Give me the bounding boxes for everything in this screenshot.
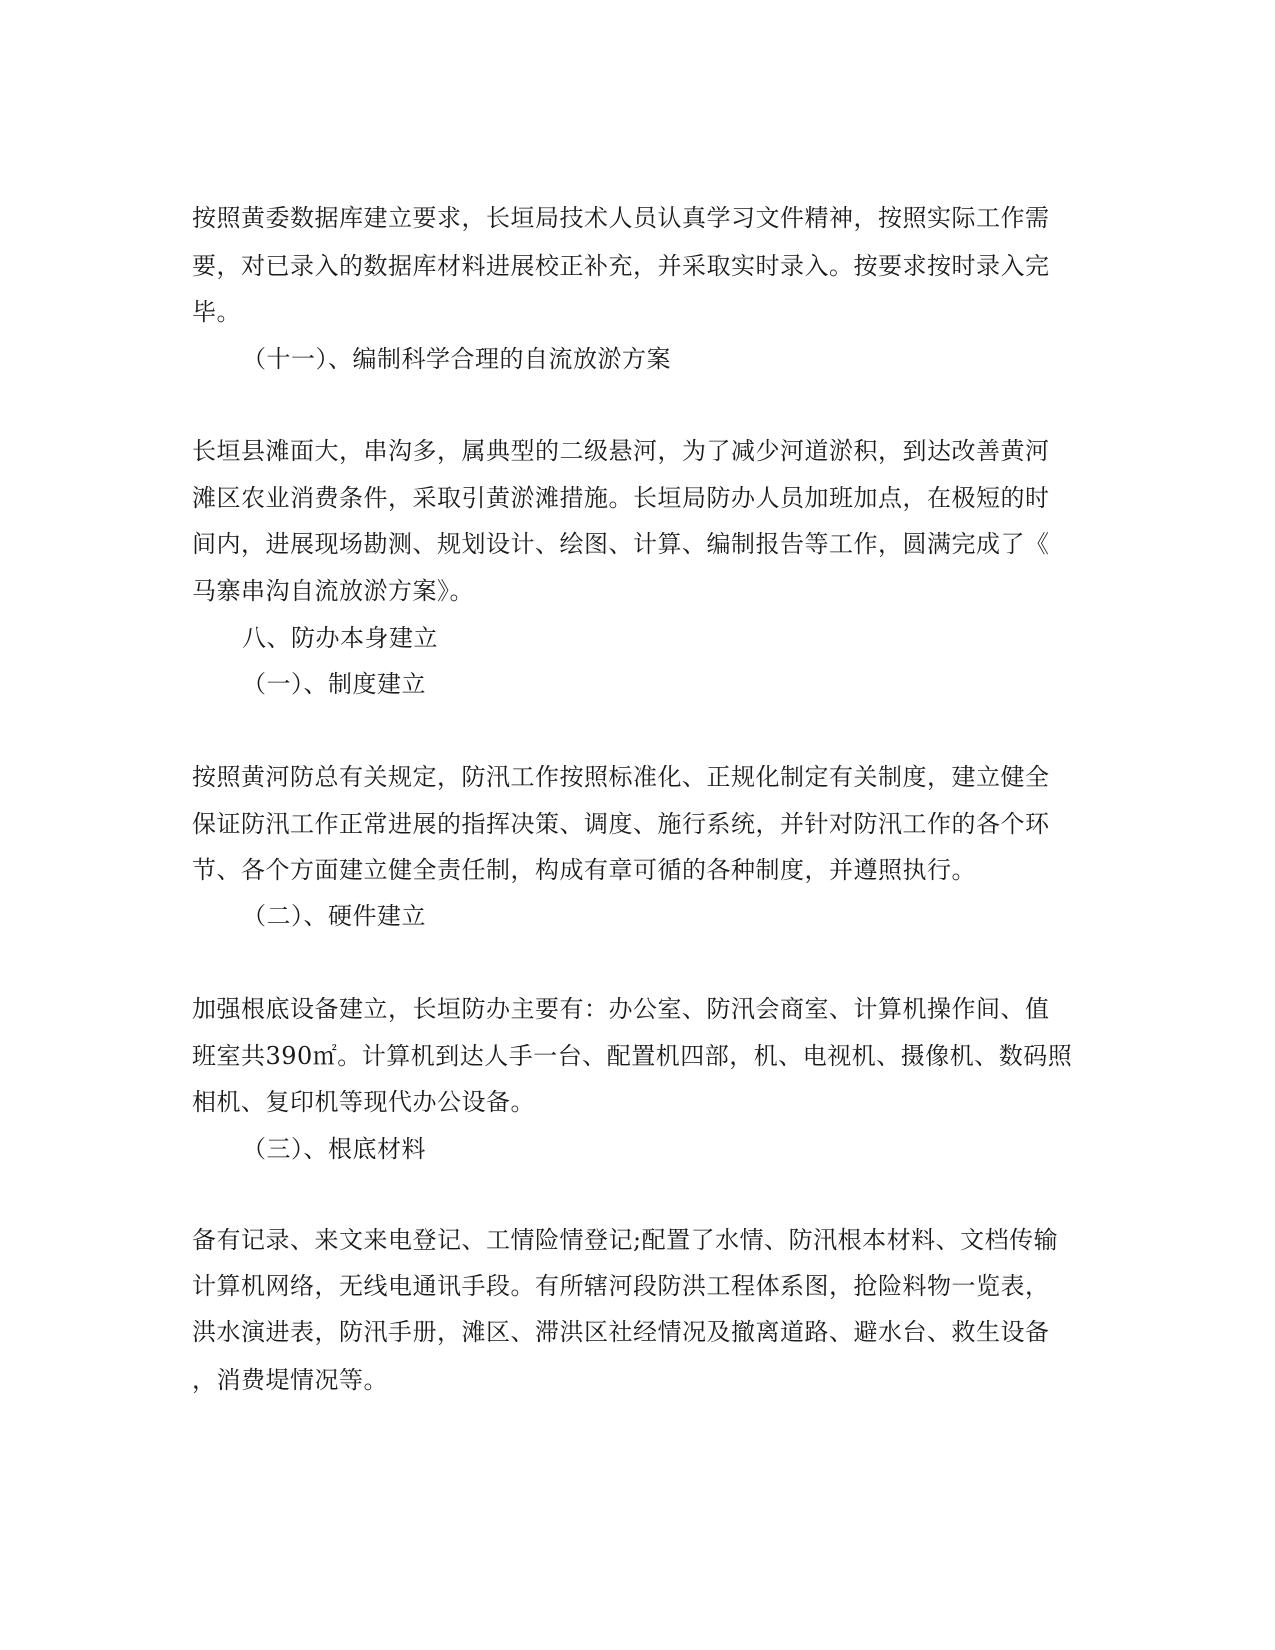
paragraph-line: 相机、复印机等现代办公设备。: [192, 1088, 535, 1116]
section-heading: （三）、根底材料: [242, 1135, 426, 1163]
section-heading: （一）、制度建立: [242, 670, 426, 698]
paragraph-line: 计算机网络，无线电通讯手段。有所辖河段防洪工程体系图，抢险料物一览表，: [192, 1272, 1050, 1300]
paragraph-line: 备有记录、来文来电登记、工情险情登记;配置了水情、防汛根本材料、文档传输: [192, 1226, 1059, 1254]
paragraph-line: 马寨串沟自流放淤方案》。: [192, 577, 474, 605]
paragraph-line: 按照黄委数据库建立要求，长垣局技术人员认真学习文件精神，按照实际工作需: [192, 204, 1050, 232]
paragraph-line: 加强根底设备建立，长垣防办主要有：办公室、防汛会商室、计算机操作间、值: [192, 995, 1050, 1023]
paragraph-line: ，消费堤情况等。: [192, 1366, 388, 1394]
section-heading: （十一）、编制科学合理的自流放淤方案: [242, 345, 671, 373]
paragraph-line: 毕。: [192, 298, 241, 326]
paragraph-line: 洪水演进表，防汛手册，滩区、滞洪区社经情况及撤离道路、避水台、救生设备: [192, 1318, 1050, 1346]
section-heading: 八、防办本身建立: [242, 624, 438, 652]
paragraph-line: 按照黄河防总有关规定，防汛工作按照标准化、正规化制定有关制度，建立健全: [192, 763, 1050, 791]
paragraph-line: 要，对已录入的数据库材料进展校正补充，并采取实时录入。按要求按时录入完: [192, 252, 1050, 280]
paragraph-line: 节、各个方面建立健全责任制，构成有章可循的各种制度，并遵照执行。: [192, 856, 976, 884]
paragraph-line: 保证防汛工作正常进展的指挥决策、调度、施行系统，并针对防汛工作的各个环: [192, 810, 1050, 838]
paragraph-line: 班室共390㎡。计算机到达人手一台、配置机四部，机、电视机、摄像机、数码照: [192, 1042, 1073, 1070]
paragraph-line: 间内，进展现场勘测、规划设计、绘图、计算、编制报告等工作，圆满完成了《: [192, 530, 1050, 558]
paragraph-line: 长垣县滩面大，串沟多，属典型的二级悬河，为了减少河道淤积，到达改善黄河: [192, 437, 1050, 465]
section-heading: （二）、硬件建立: [242, 902, 426, 930]
paragraph-line: 滩区农业消费条件，采取引黄淤滩措施。长垣局防办人员加班加点，在极短的时: [192, 484, 1050, 512]
